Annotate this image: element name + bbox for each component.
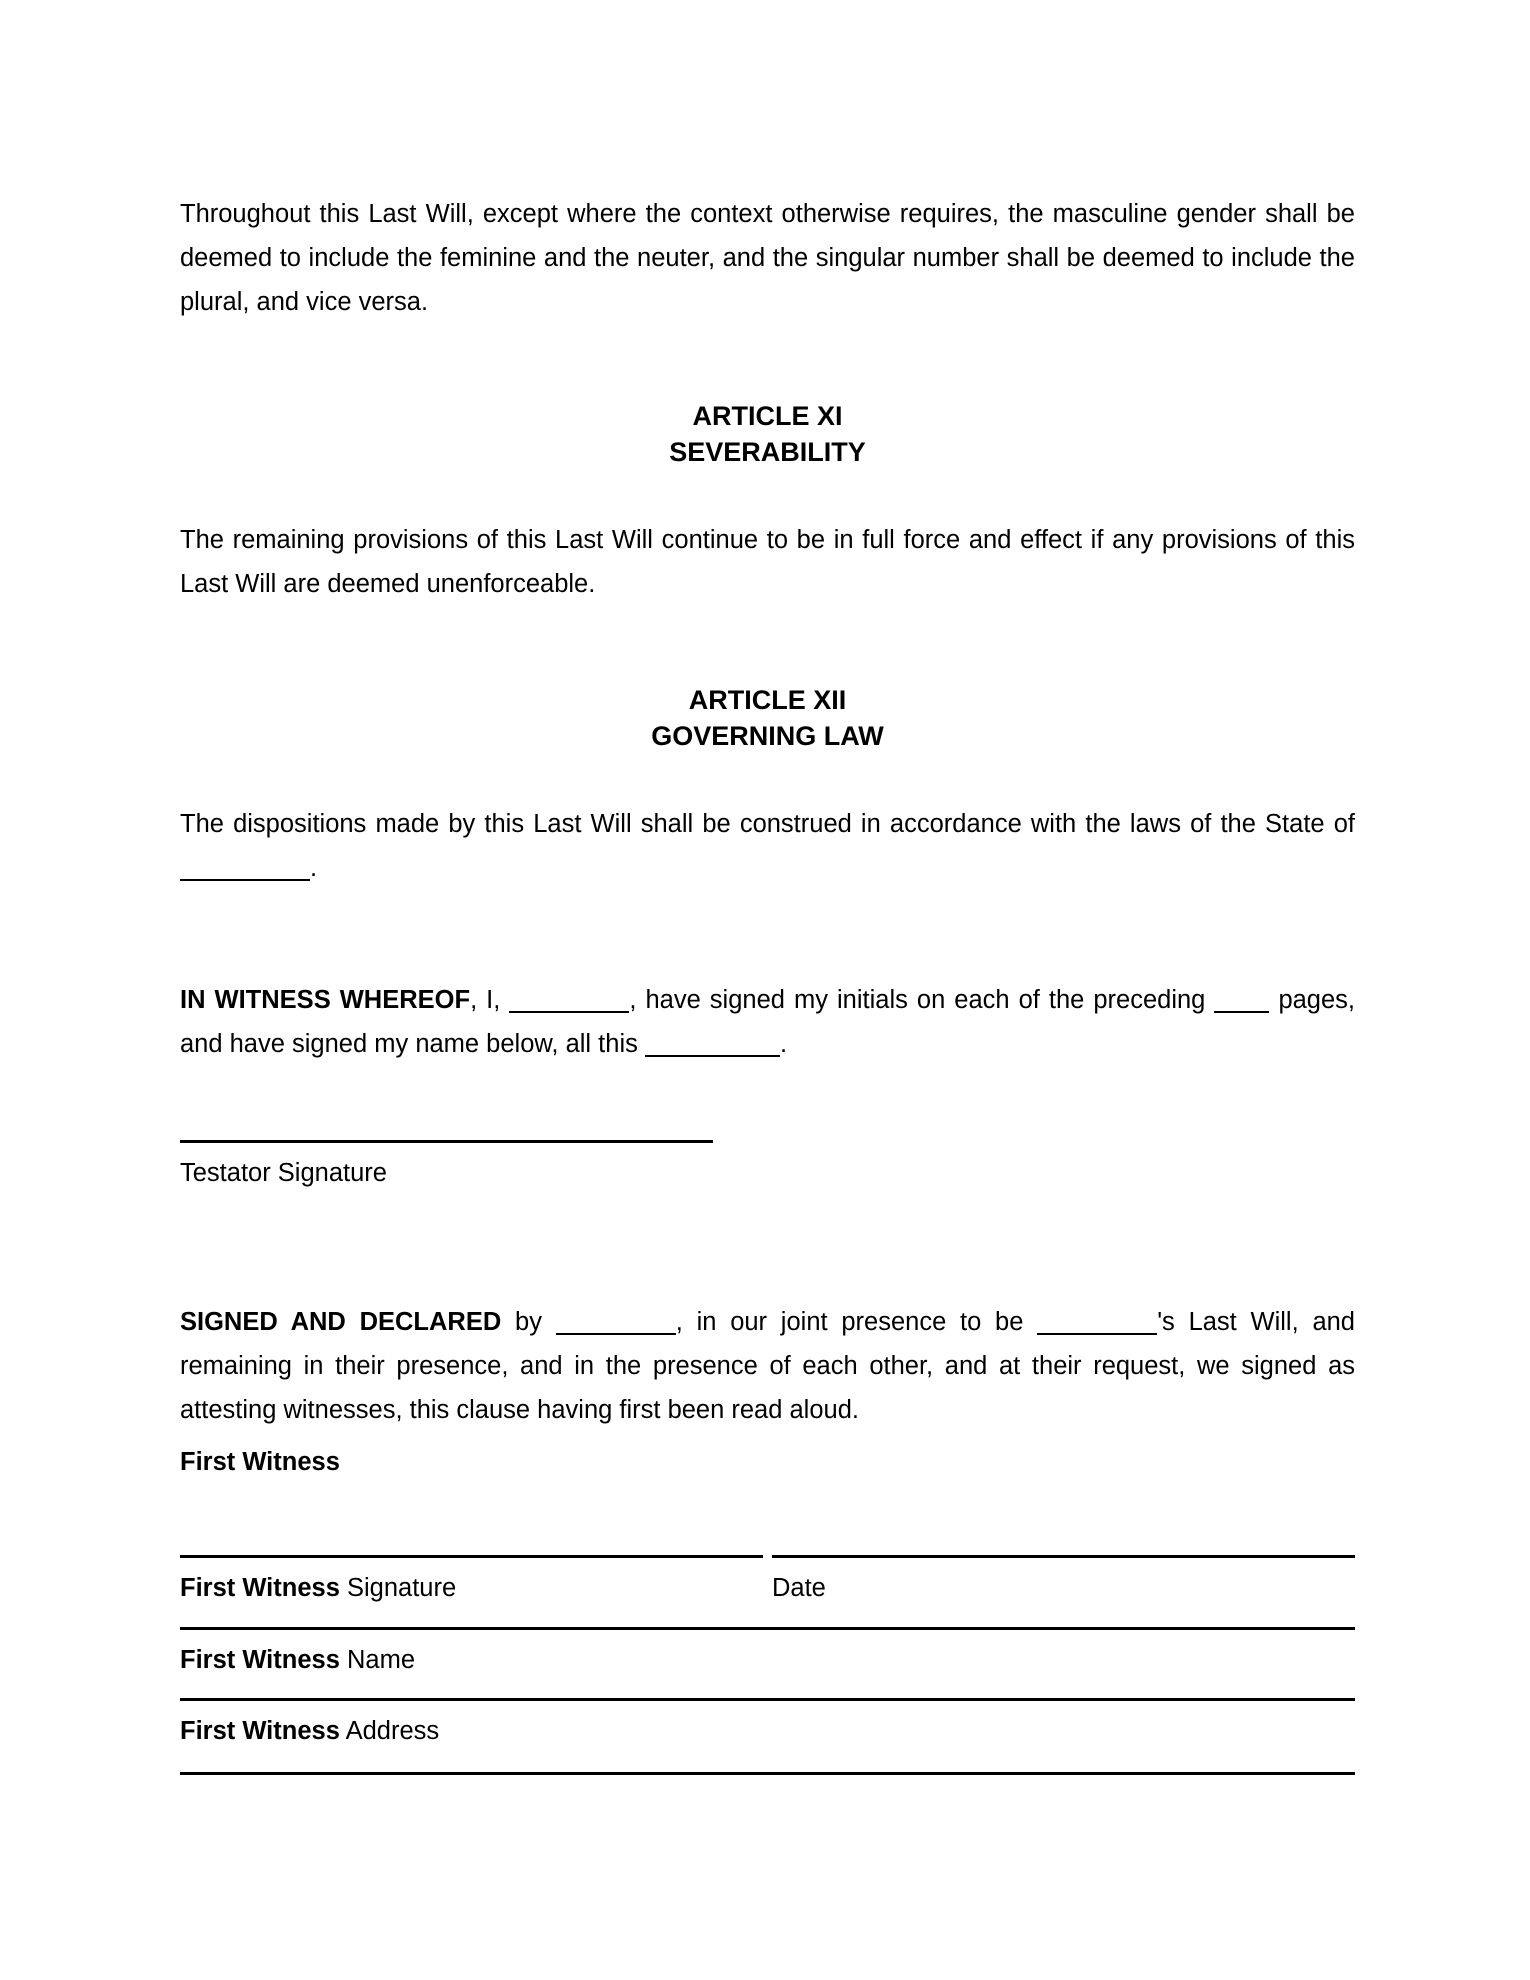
article-xi-subtitle: SEVERABILITY: [669, 437, 866, 467]
bottom-rule: [180, 1772, 1355, 1775]
severability-paragraph: [180, 518, 1355, 606]
witness-whereof-lead: IN WITNESS WHEREOF: [180, 986, 471, 1014]
state-name-blank: [180, 867, 310, 881]
attestation-seg3: 's Last Will, and remaining in their presence, and in the presence of each other, and at their request, we signed as attesting witnesses, this clause having first been read aloud.: [180, 1308, 1355, 1424]
governing-law-paragraph: [180, 802, 1355, 890]
first-witness-address-label: [180, 1701, 1355, 1753]
first-witness-heading: First Witness: [180, 1448, 340, 1476]
article-xii-subtitle: GOVERNING LAW: [651, 721, 884, 751]
article-xii-title: ARTICLE XII: [688, 685, 847, 715]
first-witness-label-bold: First Witness: [180, 1574, 340, 1602]
first-witness-date-field: [772, 1555, 1355, 1610]
first-witness-name-label-bold: First Witness: [180, 1646, 340, 1674]
first-witness-address-label-text: Address: [345, 1717, 440, 1745]
governing-law-text: The dispositions made by this Last Will shall be construed in accordance with the laws of the State of: [180, 810, 1355, 838]
first-witness-name-label-text: Name: [346, 1646, 416, 1674]
severability-text: The remaining provisions of this Last Will continue to be in full force and effect if any provisions of this Last Will are deemed unenforceable.: [180, 526, 1355, 598]
attestation-seg2: , in our joint presence to be: [675, 1308, 1024, 1336]
first-witness-date-label: Date: [772, 1574, 826, 1602]
attestation-paragraph: [180, 1300, 1355, 1432]
first-witness-signature-label-text: Signature: [346, 1574, 457, 1602]
witness-whereof-seg2: , have signed my initials on each of the preceding: [629, 986, 1206, 1014]
attestation-lead: SIGNED AND DECLARED: [180, 1308, 502, 1336]
signing-date-blank: [645, 1043, 780, 1057]
first-witness-signature-row: [180, 1555, 1355, 1610]
article-xii-heading: [180, 682, 1355, 754]
testator-signature-block: [180, 1140, 713, 1195]
first-witness-address-field: [180, 1698, 1355, 1753]
first-witness-name-label: [180, 1630, 1355, 1682]
first-witness-signature-label: [180, 1558, 763, 1610]
gender-clause-text: Throughout this Last Will, except where the context otherwise requires, the masculine gender shall be deemed to include the feminine and the neuter, and the singular number shall be deemed to include the plural, and vice versa.: [180, 200, 1355, 316]
testator-name-blank: [509, 999, 629, 1013]
witness-whereof-seg1: , I,: [470, 986, 501, 1014]
witness-whereof-seg3: pages, and have signed my name below, all this: [180, 986, 1355, 1058]
gender-clause-paragraph: [180, 192, 1355, 324]
testator-possessive-blank: [1037, 1321, 1157, 1335]
first-witness-address-label-bold: First Witness: [180, 1717, 340, 1745]
witness-whereof-paragraph: [180, 978, 1355, 1066]
first-witness-signature-field: [180, 1555, 763, 1610]
article-xi-title: ARTICLE XI: [692, 401, 843, 431]
article-xi-heading: [180, 398, 1355, 470]
declarant-name-blank: [556, 1321, 676, 1335]
witness-whereof-seg4: .: [779, 1030, 788, 1058]
testator-signature-label: Testator Signature: [180, 1159, 387, 1187]
pages-count-blank: [1214, 999, 1269, 1013]
first-witness-name-field: [180, 1627, 1355, 1682]
governing-law-period: .: [310, 854, 318, 882]
attestation-seg1: by: [515, 1308, 542, 1336]
